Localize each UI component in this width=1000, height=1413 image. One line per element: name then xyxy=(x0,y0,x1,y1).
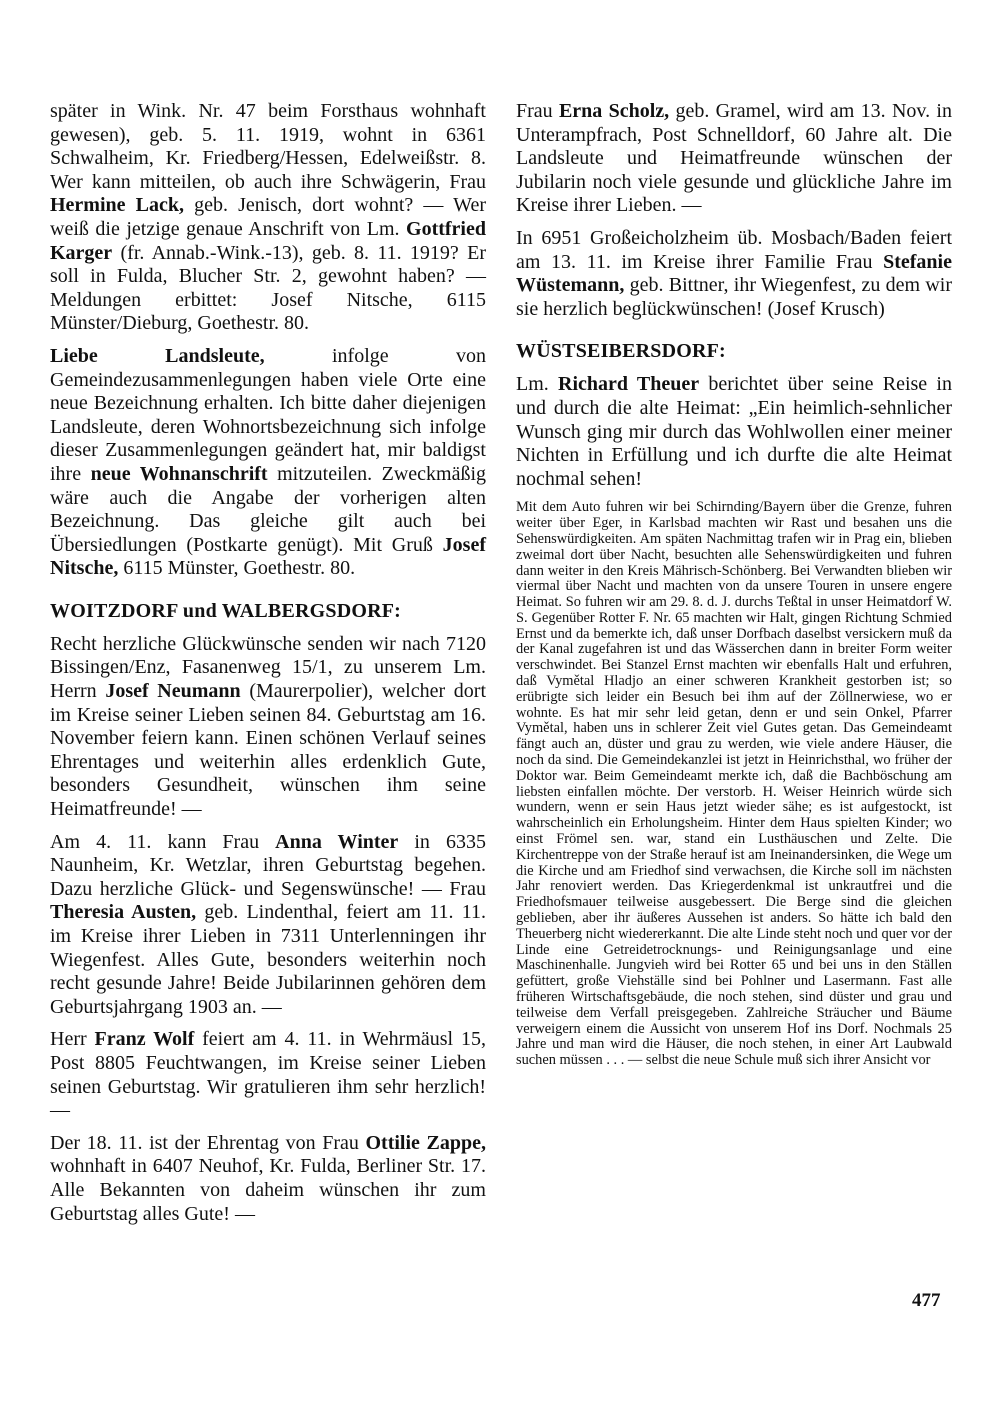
text-run: In 6951 Großeicholzheim üb. Mosbach/Baden feiert am 13. 11. im Kreise ihrer Familie Frau xyxy=(516,226,952,273)
bold-name: neue Wohnanschrift xyxy=(90,462,268,485)
text-run: (fr. Annab.-Wink.-13), geb. 8. 11. 1919? Er soll in Fulda, Blucher Str. 2, gewohnt haben? — Meldungen erbittet: Josef Nitsche, 6115 Münster/Dieburg, Goethestr. 80. xyxy=(50,241,486,335)
text-run: wohnhaft in 6407 Neuhof, Kr. Fulda, Berliner Str. 17. Alle Bekannten von daheim wünschen ihr zum Geburtstag alles Gute! — xyxy=(50,1155,486,1225)
text-run: geb. Lindenthal, feiert am 11. 11. im Kreise ihrer Lieben in 7311 Unterlenningen ihr Wiegenfest. Alles Gute, besonders weiterhin noch recht gesunde Jahre! Beide Jubilarinnen gehören dem Geburtsjahrgang 1903 an. — xyxy=(50,901,487,1018)
left-paragraph-2 xyxy=(50,345,486,581)
text-run: geb. Bittner, ihr Wiegenfest, zu dem wir sie herzlich beglückwünschen! (Josef Krusch) xyxy=(516,274,952,320)
left-paragraph-1 xyxy=(50,100,486,336)
text-run: Recht herzliche Glückwünsche senden wir nach 7120 Bissingen/Enz, Fasanenweg 15/1, zu unserem Lm. Herrn xyxy=(50,632,486,703)
text-run: berichtet über seine Reise in und durch die alte Heimat: „Ein heimlich-sehnlicher Wunsch ging mir durch das Wohlwollen einer meiner Nichten in Erfüllung und ich durfte die alte Heimat nochmal sehen! xyxy=(516,373,952,490)
right-paragraph-2 xyxy=(516,227,952,321)
bold-name: Josef Neumann xyxy=(105,680,241,703)
text-run: geb. Gramel, wird am 13. Nov. in Unterampfrach, Post Schnelldorf, 60 Jahre alt. Die Landsleute und Heimatfreunde wünschen der Jubilarin noch viele gesunde und glückliche Jahre im Kreise ihrer Lieben. — xyxy=(516,100,952,217)
text-run: feiert am 4. 11. in Wehrmäusl 15, Post 8805 Feuchtwangen, im Kreise seiner Lieben seinen Geburtstag. Wir gratulieren ihm sehr herzlich! — xyxy=(50,1028,486,1122)
text-run: infolge von Gemeindezusammenlegungen haben viele Orte eine neue Bezeichnung erhalten. Ich bitte daher diejenigen Landsleute, deren Wohnortsbezeichnung sich infolge dieser Zusammenlegungen geändert hat, mir baldigst ihre xyxy=(50,344,486,485)
right-paragraph-4-report xyxy=(516,500,952,1069)
text-run: 6115 Münster, Goethestr. 80. xyxy=(118,557,356,580)
bold-name: Theresia Austen, xyxy=(50,901,197,924)
text-run: geb. Jenisch, dort wohnt? — Wer weiß die jetzige genaue Anschrift von Lm. xyxy=(50,194,486,240)
left-paragraph-6 xyxy=(50,1132,486,1226)
bold-name: Stefanie Wüstemann, xyxy=(516,250,952,297)
bold-name: Erna Scholz, xyxy=(558,100,670,122)
bold-name: Franz Wolf xyxy=(94,1028,195,1051)
text-run: Am 4. 11. kann Frau xyxy=(50,830,276,853)
text-run: Herr xyxy=(50,1028,95,1051)
right-paragraph-3 xyxy=(516,373,952,491)
text-run: in 6335 Naunheim, Kr. Wetzlar, ihren Geburtstag begehen. Dazu herzliche Glück- und Segenswünsche! — Frau xyxy=(50,830,486,900)
section-heading-wuestseibersdorf: WÜSTSEIBERSDORF: xyxy=(516,340,726,363)
right-column xyxy=(516,100,952,1069)
left-paragraph-4 xyxy=(50,831,486,1020)
bold-name: Hermine Lack, xyxy=(50,194,184,217)
right-paragraph-1 xyxy=(516,100,952,218)
text-run: später in Wink. Nr. 47 beim Forsthaus wohnhaft gewesen), geb. 5. 11. 1919, wohnt in 6361 Schwalheim, Kr. Friedberg/Hessen, Edelweißstr. 8. Wer kann mitteilen, ob auch ihre Schwägerin, Frau xyxy=(50,100,486,193)
bold-name: Josef Nitsche, xyxy=(50,533,486,580)
text-run: Mit dem Auto fuhren wir bei Schirnding/Bayern über die Grenze, fuhren weiter über Eger, in Karlsbad machten wir Rast und besahen uns die Sehenswürdigkeiten. Am späten Nachmittag trafen wir in Prag ein, blieben zweimal dort über Nacht, besuchten alle Sehenswürdigkeiten und fuhren dann weiter in den Kreis Mährisch-Schönberg. Bei Verwandten blieben wir viermal über Nacht und machten von da unsere Touren in unsere engere Heimat. So fuhren wir am 29. 8. d. J. durchs Teßtal in unser Heimatdorf W. S. Gegenüber Rotter F. Nr. 65 machten wir Halt, gingen Richtung Schmied Ernst und da bemerkte ich, daß unser Dorfbach daselbst versickern muß da der Kanal zugefahren ist und das Wässerchen dann in breiter Form weiter verschwindet. Bei Stanzel Ernst machten wir ebenfalls Halt und erfuhren, daß Vymětal Hladjo an einer schweren Krankheit gestorben ist; so erübrigte sich leider ein Besuch bei ihm auf der Zöllnerwiese, wo er wohnte. Es hat mir sehr leid getan, denn er und sein Onkel, Pfarrer Vymětal, haben uns in schlerer Zeit viel Gutes getan. Das Gemeindeamt fängt auch an, düster und grau zu werden, wie viele andere Häuser, die noch da sind. Die Gemeindekanzlei ist jetzt in Heinrichsthal, wo früher der Doktor war. Beim Gemeindeamt merkte ich, daß die Bachböschung am liebsten einfallen möchte. Der verstorb. H. Weiser Heinrich würde sich wundern, wenn er sein Haus jetzt wieder sähe; es ist aufgestockt, ist wahrscheinlich ein Erholungsheim. Hinter dem Haus spielten Kinder; wo einst Frömel sen. war, stand ein Lusthäuschen und Zelte. Die Kirchentreppe von der Straße herauf ist am Ineinandersinken, die Wege um die Kirche und am Friedhof sind verwachsen, die Kirche soll im nächsten Jahr renoviert werden. Das Kriegerdenkmal ist unkrautfrei und die Friedhofsmauer teilweise ausgebessert. Die Berge sind die gleichen geblieben, aber ihr äußeres Aussehen ist anders. So hätte ich bald den Theuerberg nicht wiedererkannt. Die alte Linde steht noch und quer vor der Linde eine Getreidetrocknungs- und Reinigungsanlage und eine Maschinenhalle. Jungvieh wird bei Rotter 65 und bei uns in den Ställen gefüttert, große Viehställe sind bei Pohlner und Lasermann. Fast alle früheren Wirtschaftsgebäude, die noch stehen, sind düster und grau und teilweise dem Verfall preisgegeben. Zahlreiche Sträucher und Bäume verweigern einem die Aussicht von unserem Hof ins Dorf. Nochmals 25 Jahre und man wird die Häuser, die noch stehen, in einer Art Laubwald suchen müssen . . . — selbst die neue Schule muß sich ihrer Ansicht vor xyxy=(516,499,952,1069)
left-column xyxy=(50,100,486,1226)
left-paragraph-5 xyxy=(50,1028,486,1122)
text-run: Lm. xyxy=(516,373,559,396)
text-run: Frau xyxy=(516,100,559,122)
bold-name: Ottilie Zappe, xyxy=(365,1131,486,1154)
text-run: mitzuteilen. Zweckmäßig wäre auch die Angabe der vorherigen alten Bezeichnung. Das gleiche gilt auch bei Übersiedlungen (Postkarte genügt). Mit Gruß xyxy=(50,462,487,556)
left-paragraph-3 xyxy=(50,633,486,822)
page-number: 477 xyxy=(912,1290,941,1311)
bold-name: Anna Winter xyxy=(275,830,399,853)
bold-name: Liebe Landsleute, xyxy=(50,344,265,367)
section-heading-woitzdorf: WOITZDORF und WALBERGSDORF: xyxy=(50,599,402,622)
text-run: (Maurerpolier), welcher dort im Kreise seiner Lieben seinen 84. Geburtstag am 16. November feiern kann. Einen schönen Verlauf seines Ehrentages und weiterhin alles erdenklich Gute, besonders Gesundheit, wünschen ihm seine Heimatfreunde! — xyxy=(50,680,486,821)
bold-name: Richard Theuer xyxy=(558,373,700,396)
bold-name: Gottfried Karger xyxy=(50,217,486,264)
text-run: Der 18. 11. ist der Ehrentag von Frau xyxy=(50,1131,366,1154)
